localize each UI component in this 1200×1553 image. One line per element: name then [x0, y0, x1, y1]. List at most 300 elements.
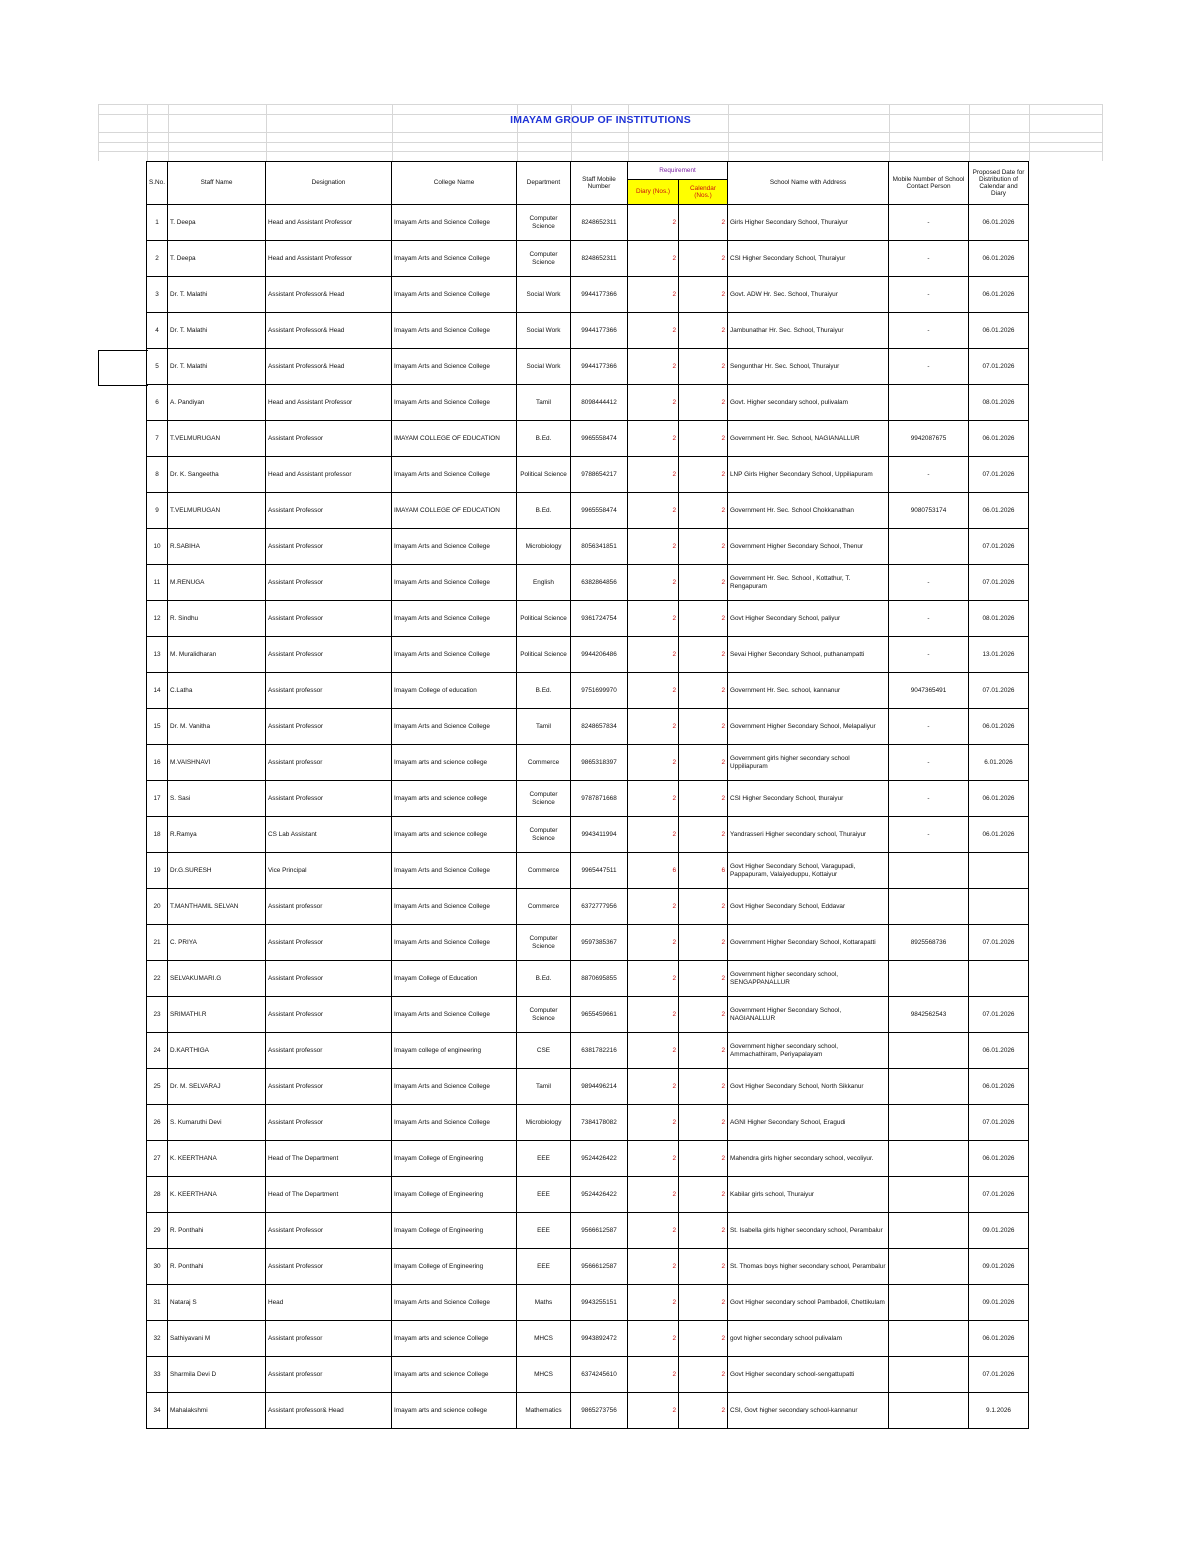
cell-department[interactable]: B.Ed. [517, 961, 571, 997]
cell-sno[interactable]: 5 [147, 349, 168, 385]
cell-designation[interactable]: Assistant Professor [266, 1249, 392, 1285]
cell-designation[interactable]: Assistant Professor [266, 997, 392, 1033]
cell-staff-mobile[interactable]: 9865318397 [571, 745, 628, 781]
cell-calendar[interactable]: 2 [679, 673, 728, 709]
cell-sno[interactable]: 31 [147, 1285, 168, 1321]
cell-department[interactable]: Commerce [517, 853, 571, 889]
cell-staff-mobile[interactable]: 9524426422 [571, 1177, 628, 1213]
cell-staff-name[interactable]: A. Pandiyan [168, 385, 266, 421]
cell-staff-mobile[interactable]: 8248652311 [571, 241, 628, 277]
cell-diary[interactable]: 2 [628, 1177, 679, 1213]
cell-proposed-date[interactable]: 13.01.2026 [969, 637, 1029, 673]
cell-calendar[interactable]: 2 [679, 1393, 728, 1429]
cell-diary[interactable]: 2 [628, 1393, 679, 1429]
cell-proposed-date[interactable]: 06.01.2026 [969, 1033, 1029, 1069]
cell-contact-mobile[interactable]: 9080753174 [889, 493, 969, 529]
cell-staff-mobile[interactable]: 8870695855 [571, 961, 628, 997]
cell-sno[interactable]: 15 [147, 709, 168, 745]
cell-designation[interactable]: Head and Assistant professor [266, 457, 392, 493]
cell-staff-name[interactable]: Nataraj S [168, 1285, 266, 1321]
cell-designation[interactable]: Assistant Professor [266, 421, 392, 457]
cell-sno[interactable]: 34 [147, 1393, 168, 1429]
cell-calendar[interactable]: 2 [679, 385, 728, 421]
cell-school-address[interactable]: Government Hr. Sec. school, kannanur [728, 673, 889, 709]
cell-school-address[interactable]: CSI, Govt higher secondary school-kannanur [728, 1393, 889, 1429]
cell-proposed-date[interactable]: 06.01.2026 [969, 205, 1029, 241]
cell-sno[interactable]: 1 [147, 205, 168, 241]
cell-sno[interactable]: 29 [147, 1213, 168, 1249]
cell-contact-mobile[interactable]: - [889, 277, 969, 313]
cell-proposed-date[interactable]: 07.01.2026 [969, 457, 1029, 493]
cell-college-name[interactable]: Imayam Arts and Science College [392, 853, 517, 889]
cell-college-name[interactable]: Imayam Arts and Science College [392, 205, 517, 241]
cell-sno[interactable]: 7 [147, 421, 168, 457]
cell-staff-mobile[interactable]: 9524426422 [571, 1141, 628, 1177]
cell-department[interactable]: B.Ed. [517, 493, 571, 529]
cell-designation[interactable]: Head of The Department [266, 1177, 392, 1213]
cell-sno[interactable]: 8 [147, 457, 168, 493]
cell-staff-name[interactable]: S. Sasi [168, 781, 266, 817]
cell-diary[interactable]: 2 [628, 1285, 679, 1321]
cell-staff-mobile[interactable]: 9597385367 [571, 925, 628, 961]
cell-contact-mobile[interactable] [889, 961, 969, 997]
cell-designation[interactable]: Assistant Professor [266, 781, 392, 817]
cell-diary[interactable]: 2 [628, 493, 679, 529]
cell-proposed-date[interactable]: 06.01.2026 [969, 493, 1029, 529]
cell-department[interactable]: Tamil [517, 1069, 571, 1105]
cell-staff-mobile[interactable]: 9965558474 [571, 493, 628, 529]
cell-diary[interactable]: 2 [628, 241, 679, 277]
cell-school-address[interactable]: Govt Higher secondary school-sengattupatti [728, 1357, 889, 1393]
cell-staff-mobile[interactable]: 9944206486 [571, 637, 628, 673]
cell-proposed-date[interactable]: 6.01.2026 [969, 745, 1029, 781]
cell-contact-mobile[interactable] [889, 1249, 969, 1285]
cell-contact-mobile[interactable]: - [889, 709, 969, 745]
cell-designation[interactable]: Assistant professor [266, 1033, 392, 1069]
cell-calendar[interactable]: 2 [679, 637, 728, 673]
cell-contact-mobile[interactable]: - [889, 349, 969, 385]
cell-proposed-date[interactable]: 06.01.2026 [969, 1069, 1029, 1105]
cell-sno[interactable]: 28 [147, 1177, 168, 1213]
cell-school-address[interactable]: Government Hr. Sec. School , Kottathur, T. Rengapuram [728, 565, 889, 601]
cell-diary[interactable]: 2 [628, 1141, 679, 1177]
cell-school-address[interactable]: Government higher secondary school, SENGAPPANALLUR [728, 961, 889, 997]
cell-diary[interactable]: 2 [628, 889, 679, 925]
cell-staff-name[interactable]: Sathiyavani M [168, 1321, 266, 1357]
cell-staff-name[interactable]: S. Kumaruthi Devi [168, 1105, 266, 1141]
cell-staff-name[interactable]: T.VELMURUGAN [168, 493, 266, 529]
cell-staff-name[interactable]: R. Ponthahi [168, 1249, 266, 1285]
cell-designation[interactable]: Head and Assistant Professor [266, 385, 392, 421]
cell-college-name[interactable]: Imayam Arts and Science College [392, 565, 517, 601]
cell-college-name[interactable]: IMAYAM COLLEGE OF EDUCATION [392, 493, 517, 529]
cell-department[interactable]: EEE [517, 1249, 571, 1285]
cell-sno[interactable]: 9 [147, 493, 168, 529]
cell-school-address[interactable]: Government Higher Secondary School, NAGIANALLUR [728, 997, 889, 1033]
cell-designation[interactable]: CS Lab Assistant [266, 817, 392, 853]
cell-department[interactable]: Political Science [517, 637, 571, 673]
cell-calendar[interactable]: 2 [679, 709, 728, 745]
cell-sno[interactable]: 18 [147, 817, 168, 853]
cell-designation[interactable]: Vice Principal [266, 853, 392, 889]
cell-calendar[interactable]: 2 [679, 349, 728, 385]
cell-sno[interactable]: 24 [147, 1033, 168, 1069]
cell-calendar[interactable]: 2 [679, 997, 728, 1033]
cell-proposed-date[interactable] [969, 961, 1029, 997]
cell-diary[interactable]: 2 [628, 997, 679, 1033]
cell-school-address[interactable]: Government Hr. Sec. School Chokkanathan [728, 493, 889, 529]
cell-department[interactable]: MHCS [517, 1357, 571, 1393]
cell-designation[interactable]: Head [266, 1285, 392, 1321]
cell-calendar[interactable]: 2 [679, 817, 728, 853]
cell-designation[interactable]: Head of The Department [266, 1141, 392, 1177]
cell-proposed-date[interactable]: 06.01.2026 [969, 313, 1029, 349]
cell-calendar[interactable]: 2 [679, 1105, 728, 1141]
cell-calendar[interactable]: 2 [679, 205, 728, 241]
cell-designation[interactable]: Assistant professor [266, 889, 392, 925]
cell-staff-mobile[interactable]: 6382864856 [571, 565, 628, 601]
cell-department[interactable]: Computer Science [517, 997, 571, 1033]
cell-staff-mobile[interactable]: 6372777956 [571, 889, 628, 925]
cell-contact-mobile[interactable]: - [889, 817, 969, 853]
cell-department[interactable]: Social Work [517, 349, 571, 385]
cell-sno[interactable]: 32 [147, 1321, 168, 1357]
cell-school-address[interactable]: Jambunathar Hr. Sec. School, Thuraiyur [728, 313, 889, 349]
cell-proposed-date[interactable]: 07.01.2026 [969, 1357, 1029, 1393]
cell-designation[interactable]: Assistant professor& Head [266, 1393, 392, 1429]
cell-designation[interactable]: Head and Assistant Professor [266, 241, 392, 277]
cell-calendar[interactable]: 2 [679, 457, 728, 493]
cell-school-address[interactable]: Kabilar girls school, Thuraiyur [728, 1177, 889, 1213]
cell-contact-mobile[interactable] [889, 529, 969, 565]
cell-school-address[interactable]: Government Higher Secondary School, Kottarapatti [728, 925, 889, 961]
cell-college-name[interactable]: Imayam Arts and Science College [392, 1285, 517, 1321]
cell-department[interactable]: Microbiology [517, 1105, 571, 1141]
cell-sno[interactable]: 2 [147, 241, 168, 277]
cell-staff-mobile[interactable]: 9943411994 [571, 817, 628, 853]
cell-department[interactable]: Social Work [517, 277, 571, 313]
cell-calendar[interactable]: 2 [679, 925, 728, 961]
cell-school-address[interactable]: Govt. ADW Hr. Sec. School, Thuraiyur [728, 277, 889, 313]
cell-department[interactable]: Microbiology [517, 529, 571, 565]
cell-staff-mobile[interactable]: 6374245610 [571, 1357, 628, 1393]
cell-school-address[interactable]: Govt Higher Secondary School, North Sikkanur [728, 1069, 889, 1105]
cell-diary[interactable]: 2 [628, 421, 679, 457]
cell-staff-name[interactable]: T. Deepa [168, 205, 266, 241]
cell-staff-name[interactable]: R. Sindhu [168, 601, 266, 637]
cell-staff-mobile[interactable]: 9965558474 [571, 421, 628, 457]
cell-college-name[interactable]: Imayam Arts and Science College [392, 889, 517, 925]
cell-diary[interactable]: 2 [628, 673, 679, 709]
cell-diary[interactable]: 2 [628, 1321, 679, 1357]
cell-staff-mobile[interactable]: 8248652311 [571, 205, 628, 241]
cell-staff-name[interactable]: C. PRIYA [168, 925, 266, 961]
cell-proposed-date[interactable]: 09.01.2026 [969, 1285, 1029, 1321]
cell-staff-name[interactable]: T.MANTHAMIL SELVAN [168, 889, 266, 925]
cell-diary[interactable]: 2 [628, 385, 679, 421]
cell-proposed-date[interactable]: 06.01.2026 [969, 781, 1029, 817]
cell-sno[interactable]: 25 [147, 1069, 168, 1105]
cell-calendar[interactable]: 2 [679, 241, 728, 277]
cell-calendar[interactable]: 2 [679, 529, 728, 565]
cell-sno[interactable]: 17 [147, 781, 168, 817]
cell-proposed-date[interactable]: 08.01.2026 [969, 601, 1029, 637]
cell-school-address[interactable]: Girls Higher Secondary School, Thuraiyur [728, 205, 889, 241]
cell-college-name[interactable]: Imayam College of education [392, 673, 517, 709]
cell-designation[interactable]: Assistant Professor [266, 1069, 392, 1105]
cell-designation[interactable]: Assistant Professor [266, 1105, 392, 1141]
cell-contact-mobile[interactable]: 9047365491 [889, 673, 969, 709]
cell-diary[interactable]: 2 [628, 1069, 679, 1105]
cell-diary[interactable]: 2 [628, 277, 679, 313]
cell-calendar[interactable]: 2 [679, 1357, 728, 1393]
cell-proposed-date[interactable]: 06.01.2026 [969, 1141, 1029, 1177]
cell-designation[interactable]: Assistant professor [266, 745, 392, 781]
cell-department[interactable]: MHCS [517, 1321, 571, 1357]
cell-designation[interactable]: Assistant professor [266, 673, 392, 709]
cell-contact-mobile[interactable]: 9942087675 [889, 421, 969, 457]
cell-department[interactable]: Mathematics [517, 1393, 571, 1429]
cell-designation[interactable]: Assistant Professor [266, 637, 392, 673]
cell-department[interactable]: Political Science [517, 601, 571, 637]
cell-proposed-date[interactable]: 07.01.2026 [969, 565, 1029, 601]
cell-staff-name[interactable]: Mahalakshmi [168, 1393, 266, 1429]
cell-college-name[interactable]: Imayam Arts and Science College [392, 709, 517, 745]
cell-proposed-date[interactable]: 09.01.2026 [969, 1249, 1029, 1285]
cell-school-address[interactable]: LNP Girls Higher Secondary School, Uppiliapuram [728, 457, 889, 493]
cell-contact-mobile[interactable] [889, 1177, 969, 1213]
cell-school-address[interactable]: St. Isabella girls higher secondary school, Perambalur [728, 1213, 889, 1249]
cell-sno[interactable]: 11 [147, 565, 168, 601]
cell-college-name[interactable]: Imayam College of Engineering [392, 1213, 517, 1249]
cell-diary[interactable]: 2 [628, 205, 679, 241]
cell-diary[interactable]: 2 [628, 349, 679, 385]
cell-staff-name[interactable]: K. KEERTHANA [168, 1177, 266, 1213]
cell-college-name[interactable]: Imayam Arts and Science College [392, 601, 517, 637]
cell-department[interactable]: Political Science [517, 457, 571, 493]
cell-sno[interactable]: 12 [147, 601, 168, 637]
cell-school-address[interactable]: Govt Higher Secondary School, paliyur [728, 601, 889, 637]
cell-college-name[interactable]: Imayam Arts and Science College [392, 277, 517, 313]
cell-contact-mobile[interactable] [889, 1321, 969, 1357]
cell-designation[interactable]: Head and Assistant Professor [266, 205, 392, 241]
cell-college-name[interactable]: IMAYAM COLLEGE OF EDUCATION [392, 421, 517, 457]
cell-department[interactable]: EEE [517, 1213, 571, 1249]
cell-proposed-date[interactable]: 06.01.2026 [969, 817, 1029, 853]
cell-staff-name[interactable]: Sharmila Devi D [168, 1357, 266, 1393]
cell-staff-name[interactable]: M.RENUGA [168, 565, 266, 601]
cell-sno[interactable]: 23 [147, 997, 168, 1033]
cell-proposed-date[interactable] [969, 889, 1029, 925]
cell-calendar[interactable]: 2 [679, 277, 728, 313]
cell-staff-name[interactable]: T. Deepa [168, 241, 266, 277]
cell-sno[interactable]: 13 [147, 637, 168, 673]
cell-proposed-date[interactable]: 07.01.2026 [969, 997, 1029, 1033]
cell-college-name[interactable]: Imayam Arts and Science College [392, 385, 517, 421]
cell-designation[interactable]: Assistant Professor [266, 493, 392, 529]
cell-college-name[interactable]: Imayam arts and science college [392, 745, 517, 781]
cell-department[interactable]: EEE [517, 1177, 571, 1213]
cell-calendar[interactable]: 2 [679, 745, 728, 781]
cell-designation[interactable]: Assistant Professor [266, 529, 392, 565]
cell-sno[interactable]: 26 [147, 1105, 168, 1141]
cell-staff-name[interactable]: SRIMATHI.R [168, 997, 266, 1033]
cell-diary[interactable]: 2 [628, 1105, 679, 1141]
cell-school-address[interactable]: CSI Higher Secondary School, thuraiyur [728, 781, 889, 817]
cell-contact-mobile[interactable] [889, 1357, 969, 1393]
cell-staff-mobile[interactable]: 9944177366 [571, 349, 628, 385]
cell-department[interactable]: Maths [517, 1285, 571, 1321]
cell-school-address[interactable]: govt higher secondary school pulivalam [728, 1321, 889, 1357]
cell-school-address[interactable]: Government Higher Secondary School, Thenur [728, 529, 889, 565]
cell-calendar[interactable]: 2 [679, 601, 728, 637]
cell-school-address[interactable]: Government Higher Secondary School, Melapaliyur [728, 709, 889, 745]
cell-designation[interactable]: Assistant Professor& Head [266, 349, 392, 385]
cell-contact-mobile[interactable]: - [889, 637, 969, 673]
cell-department[interactable]: Computer Science [517, 817, 571, 853]
cell-staff-name[interactable]: Dr. K. Sangeetha [168, 457, 266, 493]
cell-designation[interactable]: Assistant Professor [266, 601, 392, 637]
cell-contact-mobile[interactable] [889, 1213, 969, 1249]
cell-proposed-date[interactable]: 07.01.2026 [969, 529, 1029, 565]
cell-proposed-date[interactable]: 06.01.2026 [969, 241, 1029, 277]
cell-designation[interactable]: Assistant Professor& Head [266, 313, 392, 349]
cell-calendar[interactable]: 2 [679, 1249, 728, 1285]
cell-diary[interactable]: 2 [628, 781, 679, 817]
cell-college-name[interactable]: Imayam arts and science college [392, 1393, 517, 1429]
cell-contact-mobile[interactable]: - [889, 313, 969, 349]
cell-diary[interactable]: 2 [628, 817, 679, 853]
cell-staff-mobile[interactable]: 9943892472 [571, 1321, 628, 1357]
cell-calendar[interactable]: 2 [679, 889, 728, 925]
cell-sno[interactable]: 10 [147, 529, 168, 565]
cell-staff-name[interactable]: R. Ponthahi [168, 1213, 266, 1249]
cell-sno[interactable]: 21 [147, 925, 168, 961]
cell-sno[interactable]: 30 [147, 1249, 168, 1285]
cell-staff-name[interactable]: D.KARTHIGA [168, 1033, 266, 1069]
cell-contact-mobile[interactable]: - [889, 457, 969, 493]
cell-staff-mobile[interactable]: 9944177366 [571, 313, 628, 349]
cell-college-name[interactable]: Imayam College of Education [392, 961, 517, 997]
cell-college-name[interactable]: Imayam Arts and Science College [392, 241, 517, 277]
cell-contact-mobile[interactable] [889, 1033, 969, 1069]
cell-staff-name[interactable]: SELVAKUMARI.G [168, 961, 266, 997]
cell-designation[interactable]: Assistant Professor [266, 709, 392, 745]
cell-designation[interactable]: Assistant Professor [266, 961, 392, 997]
cell-staff-mobile[interactable]: 9865273756 [571, 1393, 628, 1429]
cell-sno[interactable]: 22 [147, 961, 168, 997]
cell-diary[interactable]: 2 [628, 709, 679, 745]
cell-proposed-date[interactable]: 07.01.2026 [969, 673, 1029, 709]
cell-staff-name[interactable]: Dr. T. Malathi [168, 313, 266, 349]
cell-college-name[interactable]: Imayam arts and science college [392, 781, 517, 817]
cell-diary[interactable]: 2 [628, 529, 679, 565]
cell-proposed-date[interactable]: 9.1.2026 [969, 1393, 1029, 1429]
cell-calendar[interactable]: 2 [679, 1033, 728, 1069]
cell-proposed-date[interactable]: 06.01.2026 [969, 709, 1029, 745]
cell-college-name[interactable]: Imayam Arts and Science College [392, 1105, 517, 1141]
cell-contact-mobile[interactable] [889, 1105, 969, 1141]
cell-diary[interactable]: 2 [628, 601, 679, 637]
cell-diary[interactable]: 2 [628, 637, 679, 673]
cell-college-name[interactable]: Imayam arts and science College [392, 1321, 517, 1357]
cell-staff-mobile[interactable]: 6381782216 [571, 1033, 628, 1069]
cell-college-name[interactable]: Imayam College of Engineering [392, 1177, 517, 1213]
cell-department[interactable]: Computer Science [517, 205, 571, 241]
cell-calendar[interactable]: 2 [679, 1213, 728, 1249]
cell-college-name[interactable]: Imayam Arts and Science College [392, 313, 517, 349]
cell-contact-mobile[interactable] [889, 853, 969, 889]
cell-school-address[interactable]: Govt Higher Secondary School, Eddavar [728, 889, 889, 925]
cell-proposed-date[interactable]: 07.01.2026 [969, 1105, 1029, 1141]
cell-staff-mobile[interactable]: 9361724754 [571, 601, 628, 637]
cell-calendar[interactable]: 2 [679, 1285, 728, 1321]
cell-staff-name[interactable]: Dr. T. Malathi [168, 277, 266, 313]
cell-college-name[interactable]: Imayam College of Engineering [392, 1141, 517, 1177]
cell-contact-mobile[interactable] [889, 1069, 969, 1105]
cell-calendar[interactable]: 2 [679, 565, 728, 601]
cell-contact-mobile[interactable] [889, 1393, 969, 1429]
cell-staff-name[interactable]: Dr. T. Malathi [168, 349, 266, 385]
cell-staff-mobile[interactable]: 8056341851 [571, 529, 628, 565]
cell-staff-name[interactable]: Dr. M. SELVARAJ [168, 1069, 266, 1105]
cell-college-name[interactable]: Imayam Arts and Science College [392, 349, 517, 385]
cell-designation[interactable]: Assistant professor [266, 1321, 392, 1357]
cell-school-address[interactable]: Government Hr. Sec. School, NAGIANALLUR [728, 421, 889, 457]
cell-school-address[interactable]: Sengunthar Hr. Sec. School, Thuraiyur [728, 349, 889, 385]
cell-proposed-date[interactable]: 07.01.2026 [969, 925, 1029, 961]
cell-college-name[interactable]: Imayam College of Engineering [392, 1249, 517, 1285]
cell-calendar[interactable]: 2 [679, 961, 728, 997]
cell-staff-name[interactable]: T.VELMURUGAN [168, 421, 266, 457]
cell-college-name[interactable]: Imayam Arts and Science College [392, 529, 517, 565]
cell-sno[interactable]: 3 [147, 277, 168, 313]
cell-diary[interactable]: 6 [628, 853, 679, 889]
cell-staff-name[interactable]: Dr. M. Vanitha [168, 709, 266, 745]
cell-sno[interactable]: 33 [147, 1357, 168, 1393]
cell-school-address[interactable]: CSI Higher Secondary School, Thuraiyur [728, 241, 889, 277]
cell-college-name[interactable]: Imayam Arts and Science College [392, 1069, 517, 1105]
cell-department[interactable]: B.Ed. [517, 421, 571, 457]
cell-designation[interactable]: Assistant Professor [266, 1213, 392, 1249]
cell-department[interactable]: Computer Science [517, 781, 571, 817]
cell-proposed-date[interactable]: 06.01.2026 [969, 1321, 1029, 1357]
cell-college-name[interactable]: Imayam Arts and Science College [392, 997, 517, 1033]
cell-sno[interactable]: 19 [147, 853, 168, 889]
cell-college-name[interactable]: Imayam arts and science College [392, 1357, 517, 1393]
cell-sno[interactable]: 4 [147, 313, 168, 349]
cell-staff-mobile[interactable]: 9965447511 [571, 853, 628, 889]
cell-department[interactable]: Commerce [517, 745, 571, 781]
cell-proposed-date[interactable]: 07.01.2026 [969, 349, 1029, 385]
cell-staff-name[interactable]: K. KEERTHANA [168, 1141, 266, 1177]
cell-contact-mobile[interactable]: 9842562543 [889, 997, 969, 1033]
cell-school-address[interactable]: Government higher secondary school, Ammachathiram, Periyapalayam [728, 1033, 889, 1069]
cell-diary[interactable]: 2 [628, 745, 679, 781]
cell-designation[interactable]: Assistant Professor [266, 925, 392, 961]
cell-staff-name[interactable]: Dr.G.SURESH [168, 853, 266, 889]
cell-staff-mobile[interactable]: 7384178082 [571, 1105, 628, 1141]
cell-department[interactable]: Tamil [517, 385, 571, 421]
cell-school-address[interactable]: St. Thomas boys higher secondary school, Perambalur [728, 1249, 889, 1285]
cell-staff-mobile[interactable]: 9894496214 [571, 1069, 628, 1105]
cell-calendar[interactable]: 2 [679, 1069, 728, 1105]
cell-staff-name[interactable]: R.SABIHA [168, 529, 266, 565]
cell-sno[interactable]: 27 [147, 1141, 168, 1177]
cell-staff-mobile[interactable]: 9787871668 [571, 781, 628, 817]
cell-sno[interactable]: 20 [147, 889, 168, 925]
cell-school-address[interactable]: Mahendra girls higher secondary school, vecoliyur. [728, 1141, 889, 1177]
